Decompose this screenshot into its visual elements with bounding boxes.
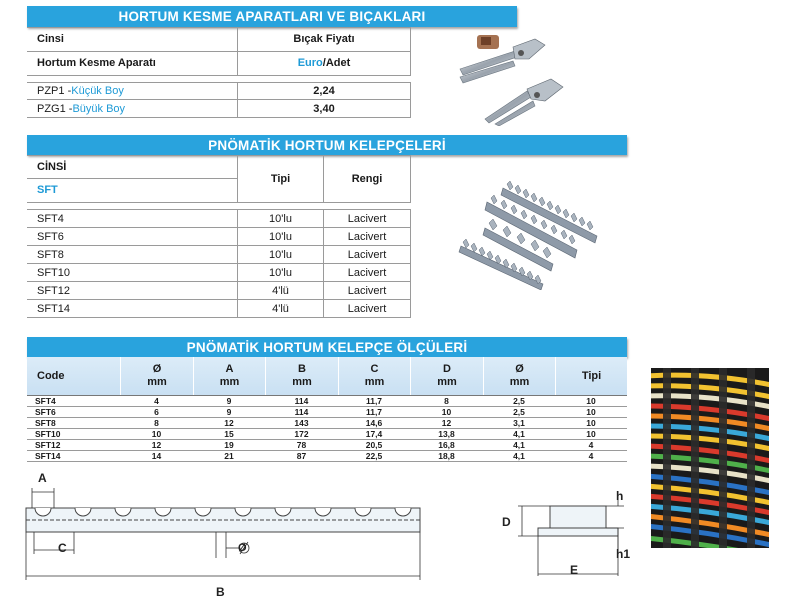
pliers-image: [455, 33, 568, 126]
cell: 143: [294, 417, 309, 428]
cell: 4,1: [513, 439, 525, 450]
section1-row-label: Hortum Kesme Aparatı: [37, 57, 156, 69]
row-type: 4'lü: [272, 284, 289, 297]
header-top: Ø: [515, 363, 524, 375]
cell: SFT6: [35, 406, 56, 417]
row-type: 4'lü: [272, 302, 289, 315]
cell: 4: [588, 439, 594, 450]
header-bottom: mm: [509, 376, 530, 388]
clamp-front-drawing: [20, 468, 440, 600]
t3-header-tipi: [556, 357, 627, 395]
cell: SFT14: [35, 450, 61, 461]
currency-unit: /Adet: [322, 57, 351, 69]
header-top: Code: [37, 369, 65, 382]
section2-title-banner: [27, 135, 627, 155]
section2-col3-header: Rengi: [351, 173, 383, 185]
cell: 14,6: [365, 417, 383, 428]
row-color: Lacivert: [347, 230, 387, 243]
cell: 12: [224, 417, 234, 428]
cell: 6: [154, 406, 159, 417]
cell: 2,5: [513, 406, 525, 417]
t3-header-c: [339, 357, 410, 395]
t3-header-a: [194, 357, 265, 395]
t3-header-diameter: [121, 357, 193, 395]
cell: 10: [441, 406, 452, 417]
cell: 10: [586, 417, 596, 428]
cell: 4: [154, 395, 159, 406]
cell: 21: [224, 450, 234, 461]
item-code: PZG1 -: [37, 102, 73, 115]
label-h: h: [616, 489, 624, 503]
t3-row-3: [27, 428, 627, 439]
cell: 9: [226, 395, 232, 406]
hoses-image: [651, 368, 769, 548]
cell: 4,1: [513, 428, 525, 439]
cell: 16,8: [438, 439, 455, 450]
header-top: Tipi: [581, 369, 602, 382]
header-bottom: mm: [292, 376, 312, 388]
cell: SFT10: [35, 428, 61, 439]
section1-item-0-price: 2,24: [313, 85, 335, 97]
header-top: Ø: [152, 363, 162, 375]
cell: SFT8: [35, 417, 56, 428]
cell: 114: [294, 395, 309, 406]
row-code: SFT12: [37, 284, 71, 297]
cell: 4,1: [513, 450, 525, 461]
section3-title-banner: [27, 337, 627, 357]
cell: 9: [226, 406, 232, 417]
cell: 19: [224, 439, 234, 450]
item-name: Büyük Boy: [72, 102, 126, 115]
label-c: C: [58, 541, 67, 555]
hoses-photo: [651, 368, 769, 548]
cell: 14: [151, 450, 162, 461]
row-color: Lacivert: [347, 302, 387, 315]
cell: 12: [441, 417, 452, 428]
row-type: 10'lu: [269, 230, 292, 243]
row-code: SFT6: [37, 230, 64, 243]
row-color: Lacivert: [347, 212, 387, 225]
t3-row-2: [27, 417, 627, 428]
t3-header-code: [27, 357, 120, 395]
cell: 87: [296, 450, 307, 461]
row-code: SFT4: [37, 212, 64, 225]
cell: 4: [588, 450, 594, 461]
section1-currency: [238, 53, 410, 73]
cell: 15: [224, 428, 234, 439]
t3-row-0: [27, 395, 627, 406]
cell: 11,7: [365, 395, 383, 406]
cell: 8: [154, 417, 159, 428]
cell: 10: [586, 406, 596, 417]
item-name: Küçük Boy: [71, 85, 124, 97]
section1-title-banner: [27, 6, 517, 27]
t3-header-b: [266, 357, 338, 395]
cell: 10: [586, 428, 596, 439]
section2-title: PNÖMATİK HORTUM KELEPÇELERİ: [208, 137, 446, 153]
cell: 12: [151, 439, 162, 450]
row-color: Lacivert: [347, 248, 387, 261]
cell: 78: [296, 439, 307, 450]
t3-header-d: [411, 357, 483, 395]
cell: 18,8: [438, 450, 455, 461]
section1-item-1: [37, 100, 227, 117]
cell: SFT12: [35, 439, 61, 450]
section1-item-1-price: 3,40: [313, 102, 335, 115]
header-bottom: mm: [437, 376, 457, 388]
cell: 10: [151, 428, 162, 439]
label-e: E: [570, 563, 579, 577]
cell: 3,1: [513, 417, 525, 428]
cell: 22,5: [365, 450, 383, 461]
clamp-front-diagram: [20, 468, 440, 600]
label-h1: h1: [616, 547, 631, 561]
row-color: Lacivert: [347, 266, 387, 279]
header-top: B: [298, 363, 306, 375]
header-top: C: [370, 363, 379, 375]
t3-header-diameter2: [484, 357, 555, 395]
header-bottom: mm: [147, 376, 167, 388]
cell: 20,5: [365, 439, 383, 450]
cell: 17,4: [365, 428, 383, 439]
row-type: 10'lu: [269, 266, 292, 279]
pliers-photo: [455, 33, 568, 126]
cell: SFT4: [35, 395, 56, 406]
row-type: 10'lu: [269, 248, 292, 261]
currency-euro: Euro: [297, 57, 323, 69]
label-d: D: [502, 515, 511, 529]
section1-item-0: [37, 83, 227, 99]
cell: 11,7: [365, 406, 383, 417]
section1-title: HORTUM KESME APARATLARI VE BIÇAKLARI: [118, 9, 426, 24]
section2-col1-header: CİNSİ: [37, 161, 67, 173]
label-a: A: [38, 471, 47, 485]
label-b: B: [216, 585, 225, 599]
section1-col1-header: Cinsi: [37, 33, 64, 45]
cell: 172: [294, 428, 309, 439]
section3-title: PNÖMATİK HORTUM KELEPÇE ÖLÇÜLERİ: [186, 339, 468, 355]
cell: 10: [586, 395, 596, 406]
item-code: PZP1 -: [37, 85, 72, 97]
header-bottom: mm: [219, 376, 240, 388]
header-top: A: [225, 363, 234, 375]
cell: 2,5: [513, 395, 525, 406]
row-color: Lacivert: [347, 284, 387, 297]
t3-row-4: [27, 439, 627, 450]
cell: 8: [444, 395, 449, 406]
row-code: SFT14: [37, 302, 71, 315]
cell: 13,8: [438, 428, 455, 439]
section1-col2-header: Bıçak Fiyatı: [293, 33, 355, 45]
t3-row-5: [27, 450, 627, 461]
clamps-image: [455, 180, 610, 290]
header-bottom: mm: [364, 376, 385, 388]
clamps-photo: [455, 180, 610, 290]
cell: 114: [294, 406, 309, 417]
clamp-side-drawing: [498, 486, 638, 590]
header-top: D: [443, 363, 451, 375]
section2-col1-sub: SFT: [37, 184, 58, 196]
section2-col2-header: Tipi: [270, 173, 291, 185]
row-code: SFT8: [37, 248, 64, 261]
t3-row-1: [27, 406, 627, 417]
label-diameter: Ø: [238, 542, 247, 554]
row-code: SFT10: [37, 266, 71, 279]
clamp-side-diagram: [498, 486, 638, 590]
row-type: 10'lu: [269, 212, 292, 225]
